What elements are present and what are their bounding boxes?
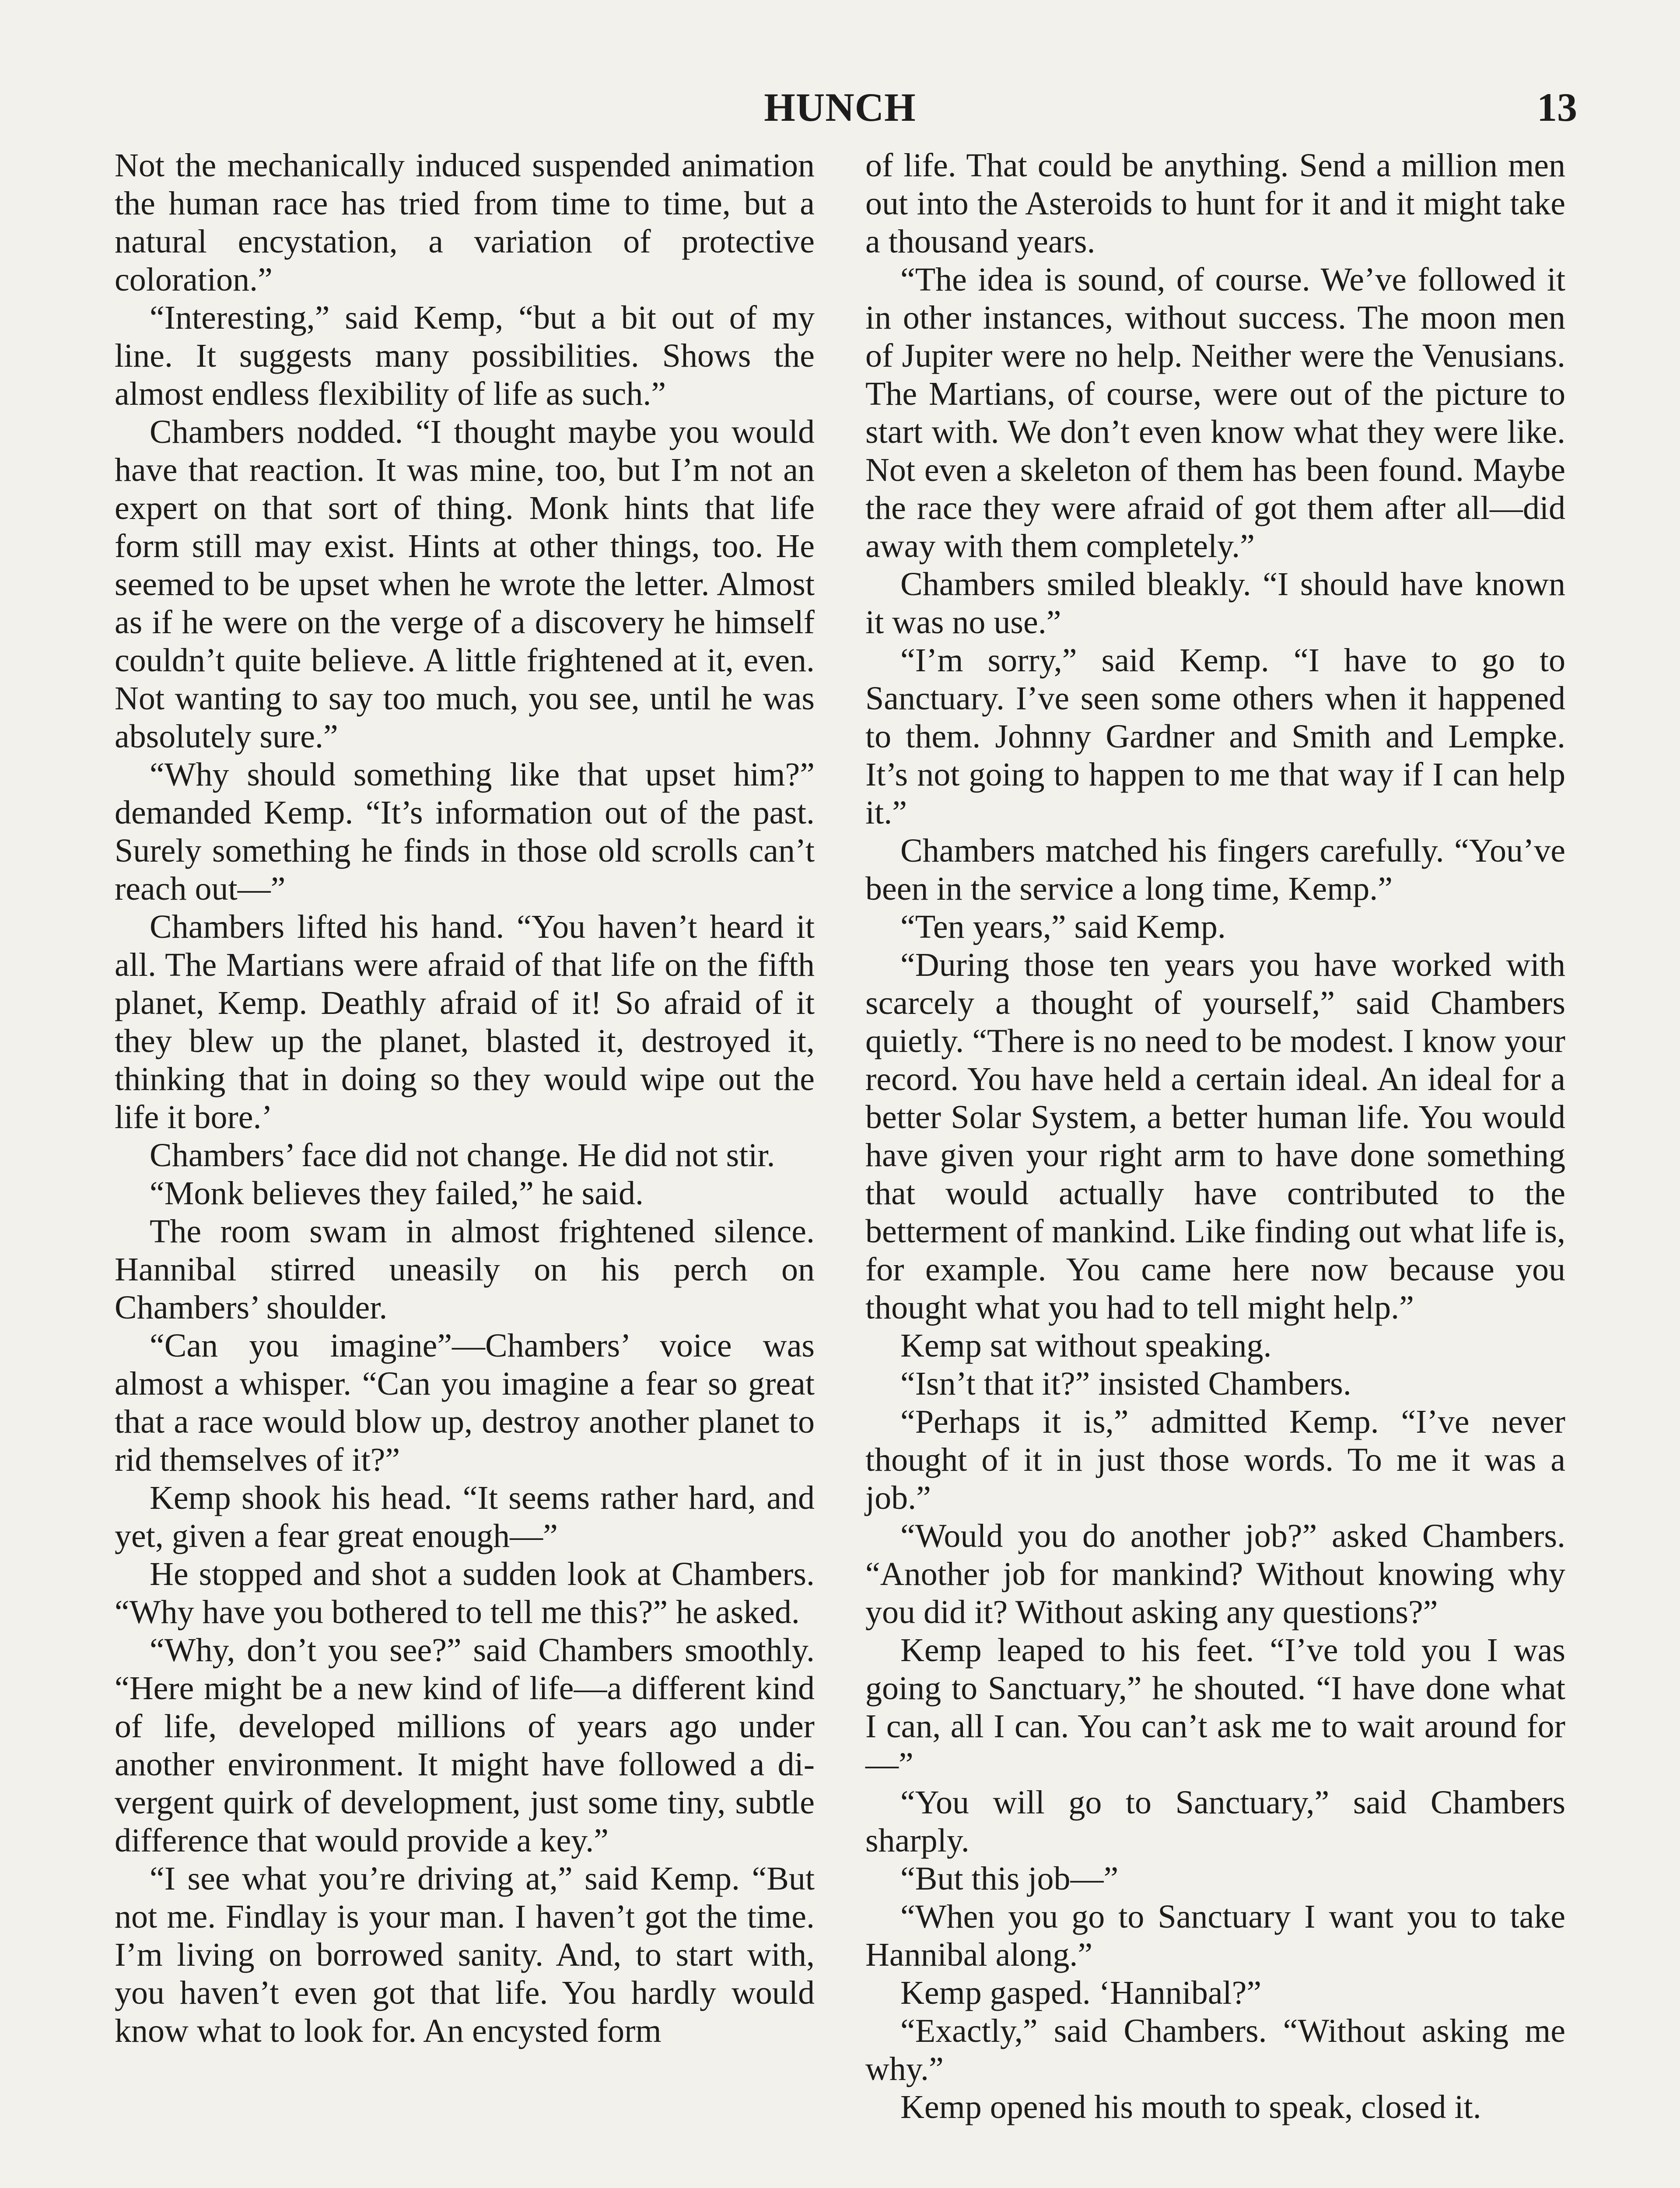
running-title: HUNCH (764, 85, 916, 130)
paragraph: “The idea is sound, of course. We’ve followed it in other instances, without success. The moon men of Jupiter were no help. Neither were the Venusians. The Martians, of course, were out of the picture to start with. We don’t even know what they were like. Not even a skeleton of them has been found. Maybe the race they were afraid of got them after all—did away with them completely.” (865, 261, 1565, 565)
paragraph: “When you go to Sanctuary I want you to take Hannibal along.” (865, 1898, 1565, 1973)
paragraph: Chambers matched his fingers carefully. “You’ve been in the service a long time, Kemp.” (865, 832, 1565, 907)
left-column (115, 147, 815, 2188)
paragraph: “Isn’t that it?” insisted Chambers. (900, 1365, 1351, 1402)
paragraph: The room swam in almost frightened silence. Hannibal stirred uneasily on his perch on Chambers’ shoulder. (115, 1213, 815, 1326)
paragraph: Chambers smiled bleakly. “I should have known it was no use.” (865, 566, 1565, 641)
paragraph: “Why should something like that upset him?” demanded Kemp. “It’s information out of the past. Surely something he finds in those old scrolls can’t reach out—” (115, 756, 815, 907)
paragraph: Chambers’ face did not change. He did not stir. (150, 1137, 775, 1174)
paragraph: Chambers lifted his hand. “You haven’t heard it all. The Martians were afraid of that life on the fifth planet, Kemp. Deathly afraid of it! So afraid of it they blew up the planet, blasted it, destroyed it, thinking that in doing so they would wipe out the life it bore.’ (115, 908, 815, 1136)
paragraph: “I’m sorry,” said Kemp. “I have to go to Sanctuary. I’ve seen some others when it happened to them. Johnny Gardner and Smith and Lempke. It’s not going to happen to me that way if I can help it.” (865, 642, 1565, 831)
paragraph: “I see what you’re driving at,” said Kemp. “But not me. Findlay is your man. I haven’t got the time. I’m living on borrowed sanity. And, to start with, you haven’t even got that life. You hardly would know what to look for. An encysted form (115, 1860, 815, 2049)
page-number: 13 (1537, 85, 1577, 130)
paragraph: Not the mechanically induced suspended animation the human race has tried from time to time, but a natural encystation, a variation of protective coloration.” (115, 147, 815, 298)
paragraph: “Interesting,” said Kemp, “but a bit out of my line. It suggests many possibilities. Shows the almost endless flexibility of life as such.” (115, 299, 815, 412)
paragraph: of life. That could be anything. Send a million men out into the Asteroids to hunt for it and it might take a thousand years. (865, 147, 1565, 260)
paragraph: “During those ten years you have worked with scarcely a thought of yourself,” said Chambers quietly. “There is no need to be modest. I know your record. You have held a certain ideal. An ideal for a better Solar System, a better human life. You would have given your right arm to have done something that would actually have contributed to the betterment of mankind. Like finding out what life is, for example. You came here now because you thought what you had to tell might help.” (865, 947, 1565, 1326)
paragraph: “Can you imagine”—Chambers’ voice was almost a whisper. “Can you imagine a fear so great that a race would blow up, destroy another planet to rid themselves of it?” (115, 1327, 815, 1478)
paragraph: Kemp opened his mouth to speak, closed it. (900, 2089, 1481, 2125)
paragraph: Kemp shook his head. “It seems rather hard, and yet, given a fear great enough—” (115, 1480, 815, 1554)
paragraph: “Would you do another job?” asked Chambers. “Another job for mankind? Without knowing why you did it? Without asking any questions?” (865, 1518, 1565, 1630)
paragraph: “Monk believes they failed,” he said. (150, 1175, 644, 1212)
paragraph: “Perhaps it is,” admitted Kemp. “I’ve never thought of it in just those words. To me it was a job.” (865, 1403, 1565, 1516)
paragraph: “Ten years,” said Kemp. (900, 908, 1226, 945)
paragraph: “You will go to Sanctuary,” said Chambers sharply. (865, 1784, 1565, 1859)
paragraph: “But this job—” (900, 1860, 1119, 1897)
paragraph: “Exactly,” said Chambers. “Without asking me why.” (865, 2013, 1565, 2087)
paragraph: Kemp sat without speaking. (900, 1327, 1272, 1364)
paragraph: He stopped and shot a sudden look at Chambers. “Why have you bothered to tell me this?” he asked. (115, 1556, 815, 1630)
paragraph: “Why, don’t you see?” said Chambers smoothly. “Here might be a new kind of life—a different kind of life, developed millions of years ago under another environment. It might have followed a divergent quirk of development, just some tiny, subtle difference that would provide a key.” (115, 1632, 815, 1859)
page-header (0, 83, 1680, 131)
paragraph: Chambers nodded. “I thought maybe you would have that reaction. It was mine, too, but I’m not an expert on that sort of thing. Monk hints that life form still may exist. Hints at other things, too. He seemed to be upset when he wrote the letter. Almost as if he were on the verge of a discovery he himself couldn’t quite believe. A little frightened at it, even. Not wanting to say too much, you see, until he was absolutely sure.” (115, 414, 815, 755)
paragraph: Kemp leaped to his feet. “I’ve told you I was going to Sanctuary,” he shouted. “I have done what I can, all I can. You can’t ask me to wait around for—” (865, 1632, 1565, 1783)
paragraph: Kemp gasped. ‘Hannibal?” (900, 1974, 1262, 2011)
right-column (865, 147, 1565, 2188)
